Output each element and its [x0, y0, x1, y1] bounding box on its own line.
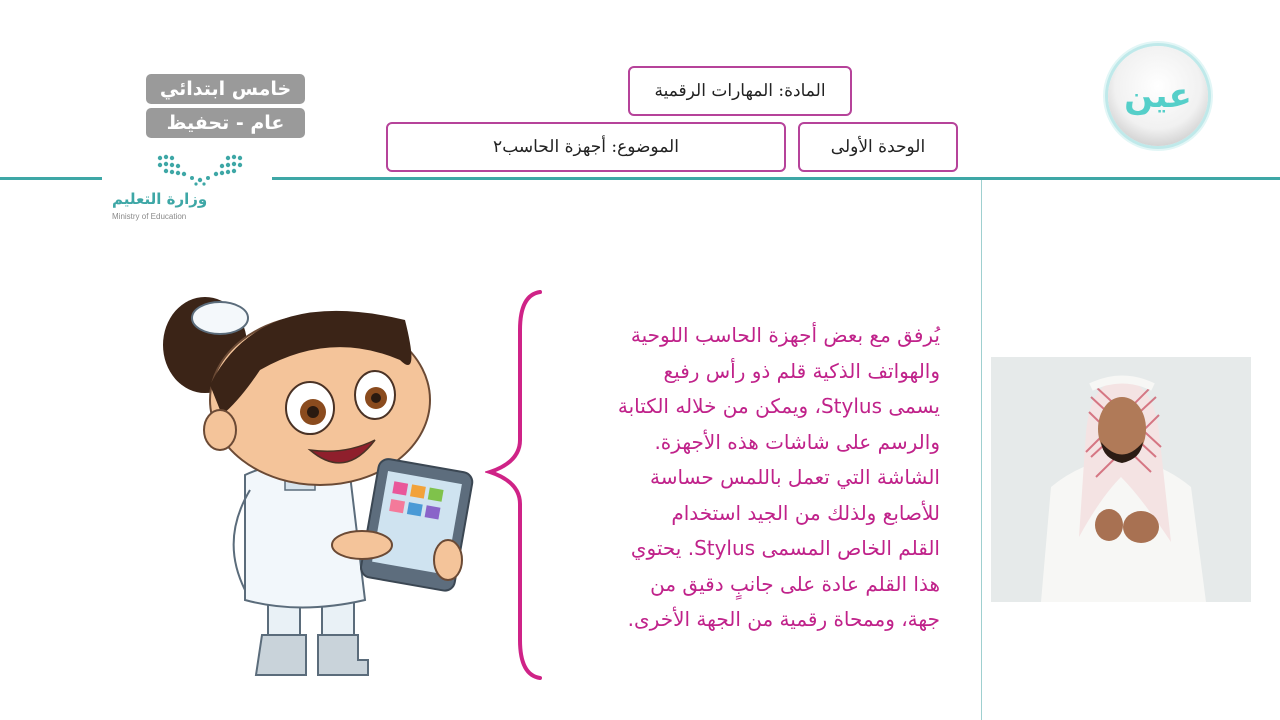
lesson-line: يُرفق مع بعض أجهزة الحاسب اللوحية [630, 323, 940, 347]
lesson-line: والرسم على شاشات هذه الأجهزة. [654, 429, 940, 454]
interpreter-figure [991, 357, 1251, 602]
girl-with-tablet-illustration [150, 290, 480, 690]
ministry-name-english: Ministry of Education [112, 212, 187, 221]
content-divider [981, 180, 982, 720]
header-divider-left [0, 177, 102, 180]
lesson-line: والهواتف الذكية قلم ذو رأس رفيع [663, 358, 940, 383]
lesson-line: جهة، وممحاة رقمية من الجهة الأخرى. [627, 607, 940, 631]
topic-box [386, 122, 786, 172]
subject-label: المادة: المهارات الرقمية [654, 81, 826, 101]
ministry-name-arabic: وزارة التعليم [112, 190, 208, 208]
channel-logo [1108, 46, 1208, 146]
lesson-line: يسمى Stylus، ويمكن من خلاله الكتابة [617, 394, 940, 418]
lesson-line: هذا القلم عادة على جانبٍ دقيق من [650, 571, 940, 596]
unit-box [798, 122, 958, 172]
subject-box [628, 66, 852, 116]
lesson-text [540, 318, 940, 638]
lesson-line: الشاشة التي تعمل باللمس حساسة [650, 465, 940, 489]
curly-bracket-icon [485, 290, 545, 680]
grade-level-badge: خامس ابتدائي [146, 74, 305, 104]
header-divider-right [272, 177, 1280, 180]
lesson-line: للأصابع ولذلك من الجيد استخدام [671, 500, 940, 525]
topic-label: الموضوع: أجهزة الحاسب٢ [493, 137, 679, 157]
interpreter-video [991, 357, 1251, 602]
track-badge: عام - تحفيظ [146, 108, 305, 138]
ministry-emblem-icon [152, 152, 248, 188]
unit-label: الوحدة الأولى [830, 137, 926, 157]
lesson-line: القلم الخاص المسمى Stylus. يحتوي [630, 536, 940, 560]
channel-logo-text: عين [1124, 76, 1192, 116]
